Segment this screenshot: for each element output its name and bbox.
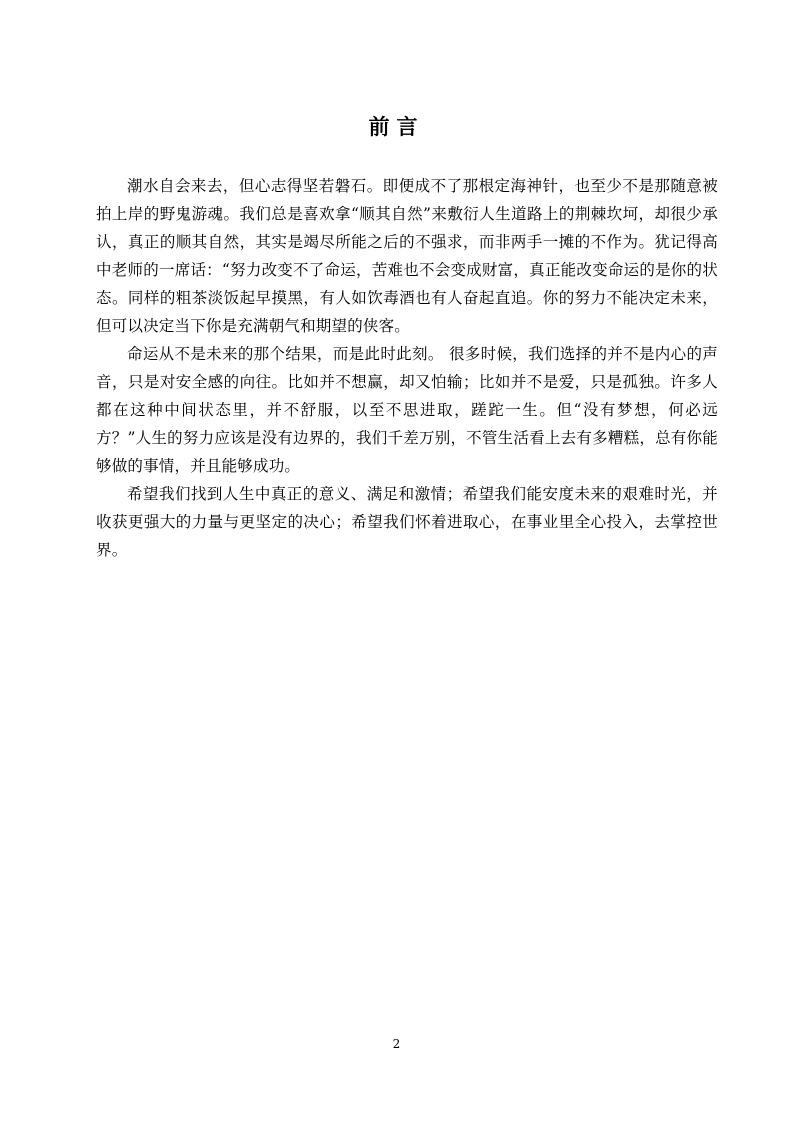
page-number: 2 xyxy=(392,1037,401,1051)
document-body xyxy=(96,172,718,564)
paragraph-2: 命运从不是未来的那个结果，而是此时此刻。 很多时候，我们选择的并不是内心的声音，只是对安全感的向往。比如并不想赢，却又怕输；比如并不是爱，只是孤独。许多人都在这种中间状态里，并不舒服，以至不思进取，蹉跎一生。但“没有梦想，何必远方？”人生的努力应该是没有边界的，我们千差万别，不管生活看上去有多糟糕，总有你能够做的事情，并且能够成功。 xyxy=(96,345,718,475)
paragraph-3: 希望我们找到人生中真正的意义、满足和激情；希望我们能安度未来的艰难时光，并收获更强大的力量与更坚定的决心；希望我们怀着进取心，在事业里全心投入，去掌控世界。 xyxy=(96,485,718,559)
paragraph-1: 潮水自会来去，但心志得坚若磐石。即便成不了那根定海神针，也至少不是那随意被拍上岸的野鬼游魂。我们总是喜欢拿“顺其自然”来敷衍人生道路上的荆棘坎坷，却很少承认，真正的顺其自然，其实是竭尽所能之后的不强求，而非两手一摊的不作为。犹记得高中老师的一席话：“努力改变不了命运，苦难也不会变成财富，真正能改变命运的是你的状态。同样的粗茶淡饭起早摸黑，有人如饮毒酒也有人奋起直追。你的努力不能决定未来，但可以决定当下你是充满朝气和期望的侠客。 xyxy=(96,177,718,335)
page-title: 前言 xyxy=(368,114,425,139)
